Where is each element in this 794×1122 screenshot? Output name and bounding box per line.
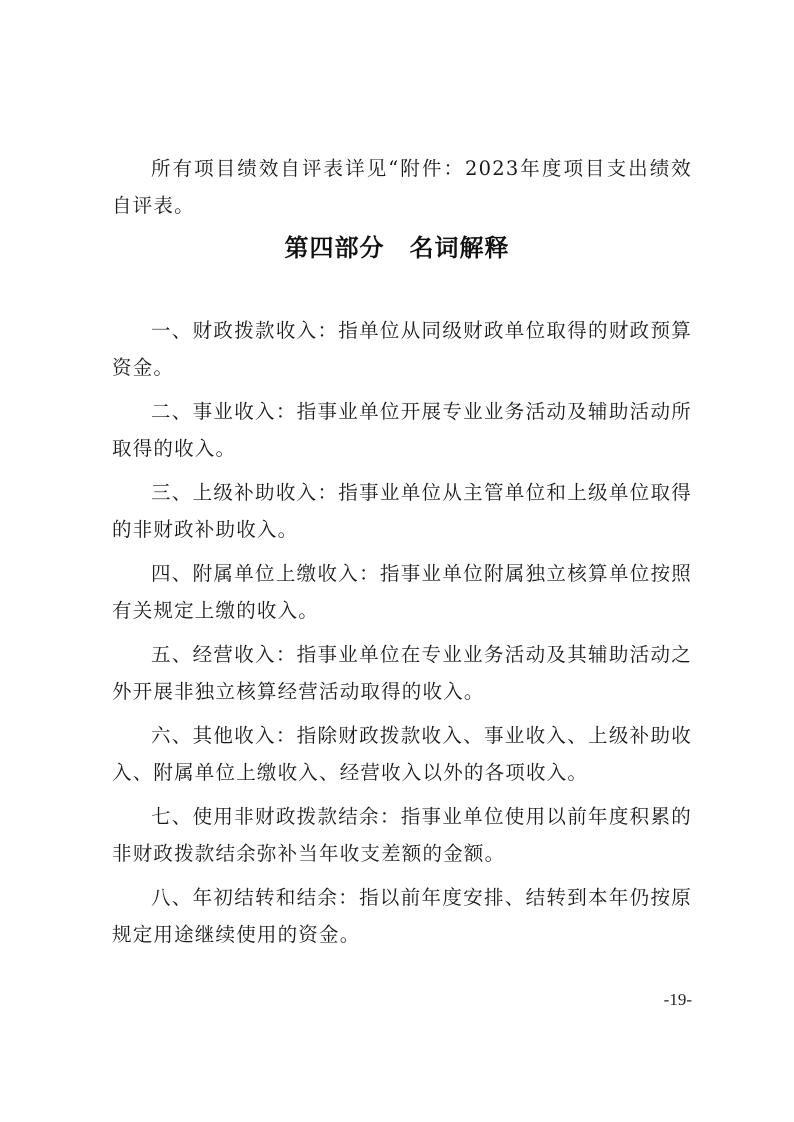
definition-5: 五、经营收入：指事业单位在专业业务活动及其辅助活动之外开展非独立核算经营活动取得的收入。 [112,643,692,703]
definition-8: 八、年初结转和结余：指以前年度安排、结转到本年仍按原规定用途继续使用的资金。 [112,886,692,946]
section-title: 第四部分 名词解释 [284,234,510,262]
definition-6: 六、其他收入：指除财政拨款收入、事业收入、上级补助收入、附属单位上缴收入、经营收入以外的各项收入。 [112,724,692,784]
definition-3: 三、上级补助收入：指事业单位从主管单位和上级单位取得的非财政补助收入。 [112,481,692,541]
definition-7: 七、使用非财政拨款结余：指事业单位使用以前年度积累的非财政拨款结余弥补当年收支差额的金额。 [112,805,692,865]
definition-1: 一、财政拨款收入：指单位从同级财政单位取得的财政预算资金。 [112,319,692,379]
page-number: -19- [663,990,692,1009]
intro-paragraph: 所有项目绩效自评表详见“附件：2023年度项目支出绩效自评表。 [112,157,692,217]
definition-2: 二、事业收入：指事业单位开展专业业务活动及辅助活动所取得的收入。 [112,400,692,460]
definition-4: 四、附属单位上缴收入：指事业单位附属独立核算单位按照有关规定上缴的收入。 [112,562,692,622]
